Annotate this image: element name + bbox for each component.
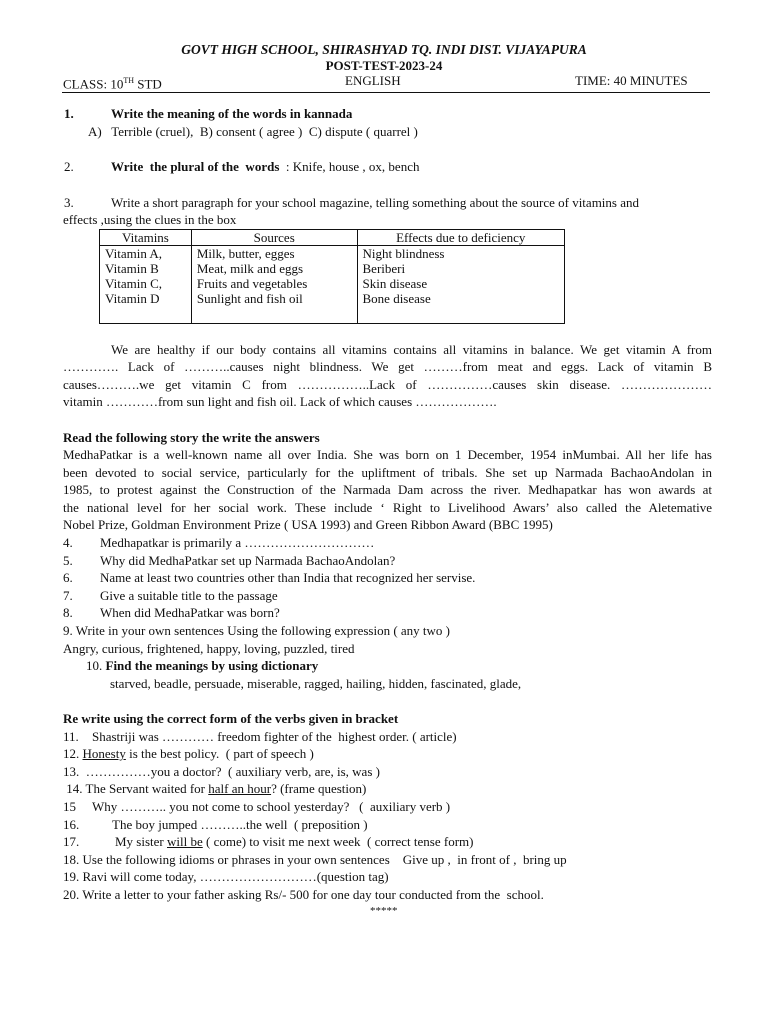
q3-number: 3. — [64, 195, 74, 210]
q9-words: Angry, curious, frightened, happy, loving, puzzled, tired — [63, 641, 355, 656]
q4-text: Medhapatkar is primarily a ………………………… — [100, 535, 375, 550]
story-line: been devoted to social service, particularly for the upliftment of tribals. She set up Narmada BachaoAndolan in — [63, 465, 712, 480]
q19-text: 19. Ravi will come today, ………………………(question tag) — [63, 869, 389, 884]
column-header: Effects due to deficiency — [357, 230, 565, 246]
story-heading: Read the following story the write the answers — [63, 430, 320, 445]
story-line: Nobel Prize, Goldman Environment Prize ( USA 1993) and Green Ribbon Award (BBC 1995) — [63, 517, 553, 532]
story-line: 1985, to protest against the Construction of the Narmada Dam across the river. Medhapatkar has won awards at — [63, 482, 712, 497]
q6-number: 6. — [63, 570, 73, 585]
q3-line2: effects ,using the clues in the box — [63, 212, 237, 227]
q2-number: 2. — [64, 159, 74, 174]
vitamin-table — [99, 229, 565, 324]
story-line: the national level for her social work. These include ‘ Right to Livelihood Awars’ also called the Aletemative — [63, 500, 712, 515]
q20-text: 20. Write a letter to your father asking Rs/- 500 for one day tour conducted from the school. — [63, 887, 544, 902]
cloze-line: We are healthy if our body contains all vitamins contains all vitamins in balance. We get vitamin A from — [111, 342, 712, 357]
vitamin-table-header — [100, 230, 565, 246]
q7-number: 7. — [63, 588, 73, 603]
q6-text: Name at least two countries other than India that recognized her servise. — [100, 570, 476, 585]
q8-text: When did MedhaPatkar was born? — [100, 605, 280, 620]
q11-number: 11. — [63, 729, 79, 744]
q12-text: 12. Honesty is the best policy. ( part of speech ) — [63, 746, 314, 761]
q2-text: Write the plural of the words : Knife, house , ox, bench — [111, 159, 420, 174]
time-label: TIME: 40 MINUTES — [575, 73, 688, 88]
q1-number: 1. — [64, 106, 74, 121]
q10-title: 10. Find the meanings by using dictionary — [86, 658, 319, 673]
vitamin-table-body — [100, 246, 565, 324]
story-line: MedhaPatkar is a well-known name all over India. She was born on 1 December, 1954 inMumbai. All her life has — [63, 447, 712, 462]
q17-text: My sister will be ( come) to visit me next week ( correct tense form) — [115, 834, 474, 849]
q13-text: 13. ……………you a doctor? ( auxiliary verb, are, is, was ) — [63, 764, 380, 779]
q16-number: 16. — [63, 817, 80, 832]
cloze-line: causes……….we get vitamin C from ……………..Lack of ……………causes skin disease. ………………… — [63, 377, 712, 392]
end-marker: ***** — [370, 905, 398, 917]
q14-text: 14. The Servant waited for half an hour? (frame question) — [63, 781, 367, 796]
q15-number: 15 — [63, 799, 76, 814]
q17-number: 17. — [63, 834, 80, 849]
q1-title: Write the meaning of the words in kannada — [111, 106, 353, 121]
q10-words: starved, beadle, persuade, miserable, ragged, hailing, hidden, fascinated, glade, — [110, 676, 522, 691]
sources-cell: Milk, butter, egges Meat, milk and eggs Fruits and vegetables Sunlight and fish oil — [191, 246, 357, 324]
q11-text: Shastriji was ………… freedom fighter of the highest order. ( article) — [92, 729, 457, 744]
vitamins-cell: Vitamin A, Vitamin B Vitamin C, Vitamin D — [100, 246, 192, 324]
header-rule — [62, 92, 710, 93]
q1-items: A) Terrible (cruel), B) consent ( agree ) C) dispute ( quarrel ) — [88, 124, 418, 139]
q15-text: Why ……….. you not come to school yesterday? ( auxiliary verb ) — [92, 799, 451, 814]
cloze-line: …………. Lack of ………..causes night blindness. We get ………from meat and eggs. Lack of vitamin B — [63, 359, 712, 374]
class-label: CLASS: 10TH STD — [63, 76, 162, 92]
q3-line1: Write a short paragraph for your school magazine, telling something about the source of vitamins and — [111, 195, 639, 210]
q5-number: 5. — [63, 553, 73, 568]
q18-text: 18. Use the following idioms or phrases in your own sentences Give up , in front of , bring up — [63, 852, 567, 867]
q7-text: Give a suitable title to the passage — [100, 588, 278, 603]
subject-label: ENGLISH — [345, 73, 401, 88]
test-title: POST-TEST-2023-24 — [325, 58, 443, 73]
q5-text: Why did MedhaPatkar set up Narmada BachaoAndolan? — [100, 553, 396, 568]
column-header: Sources — [191, 230, 357, 246]
school-name: GOVT HIGH SCHOOL, SHIRASHYAD TQ. INDI DIST. VIJAYAPURA — [181, 42, 587, 57]
cloze-line: vitamin …………from sun light and fish oil. Lack of which causes ………………. — [63, 394, 497, 409]
q4-number: 4. — [63, 535, 73, 550]
q16-text: The boy jumped ………..the well ( preposition ) — [112, 817, 368, 832]
effects-cell: Night blindness Beriberi Skin disease Bone disease — [357, 246, 565, 324]
q8-number: 8. — [63, 605, 73, 620]
grammar-heading: Re write using the correct form of the verbs given in bracket — [63, 711, 399, 726]
q9-text: 9. Write in your own sentences Using the following expression ( any two ) — [63, 623, 450, 638]
column-header: Vitamins — [100, 230, 192, 246]
